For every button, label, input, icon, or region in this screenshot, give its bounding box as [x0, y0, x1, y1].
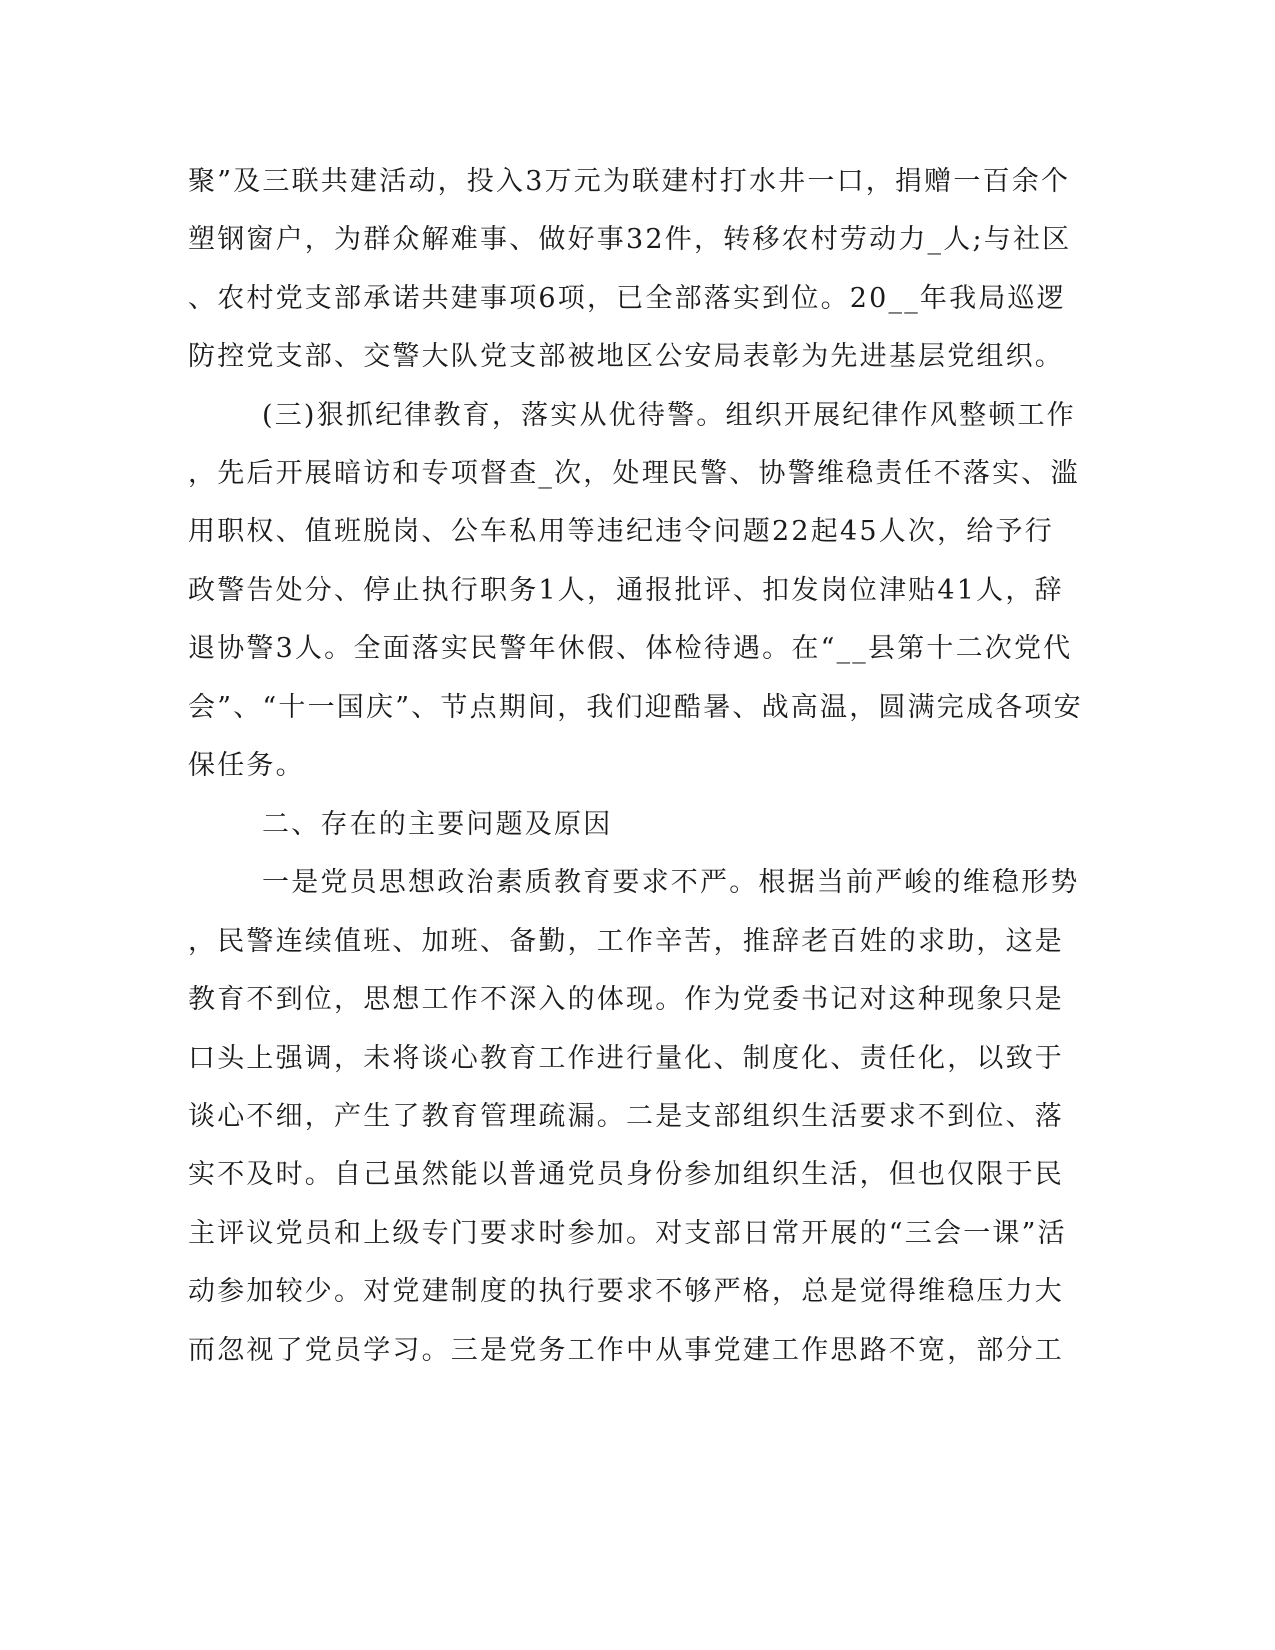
text-line: 政警告处分、停止执行职务1人，通报批评、扣发岗位津贴41人，辞	[188, 575, 1064, 606]
text-line: 主评议党员和上级专门要求时参加。对支部日常开展的“三会一课”活	[188, 1218, 1067, 1249]
text-line: 口头上强调，未将谈心教育工作进行量化、制度化、责任化，以致于	[188, 1043, 1064, 1074]
text-line: 防控党支部、交警大队党支部被地区公安局表彰为先进基层党组织。	[188, 341, 1064, 372]
text-line: 而忽视了党员学习。三是党务工作中从事党建工作思路不宽，部分工	[188, 1335, 1064, 1366]
paragraph-start: 一是党员思想政治素质教育要求不严。根据当前严峻的维稳形势	[262, 867, 1080, 898]
text-line: 教育不到位，思想工作不深入的体现。作为党委书记对这种现象只是	[188, 984, 1064, 1015]
text-line: 用职权、值班脱岗、公车私用等违纪违令问题22起45人次，给予行	[188, 516, 1054, 547]
text-line: ，民警连续值班、加班、备勤，工作辛苦，推辞老百姓的求助，这是	[188, 926, 1064, 957]
text-line: 谈心不细，产生了教育管理疏漏。二是支部组织生活要求不到位、落	[188, 1101, 1064, 1132]
text-line: 会”、“十一国庆”、节点期间，我们迎酷暑、战高温，圆满完成各项安	[188, 692, 1083, 723]
text-line: 实不及时。自己虽然能以普通党员身份参加组织生活，但也仅限于民	[188, 1159, 1064, 1190]
text-line: ，先后开展暗访和专项督查_次，处理民警、协警维稳责任不落实、滥	[188, 458, 1080, 489]
text-line: 聚”及三联共建活动，投入3万元为联建村打水井一口，捐赠一百余个	[188, 166, 1071, 197]
text-line: 塑钢窗户，为群众解难事、做好事32件，转移农村劳动力_人;与社区	[188, 224, 1072, 255]
section-heading: 二、存在的主要问题及原因	[262, 809, 613, 840]
section-heading-paragraph-start: (三)狠抓纪律教育，落实从优待警。组织开展纪律作风整顿工作	[262, 400, 1076, 431]
text-line: 、农村党支部承诺共建事项6项，已全部落实到位。20__年我局巡逻	[188, 283, 1066, 314]
text-line: 动参加较少。对党建制度的执行要求不够严格，总是觉得维稳压力大	[188, 1276, 1064, 1307]
text-line: 退协警3人。全面落实民警年休假、体检待遇。在“__县第十二次党代	[188, 633, 1073, 664]
text-line: 保任务。	[188, 750, 305, 781]
